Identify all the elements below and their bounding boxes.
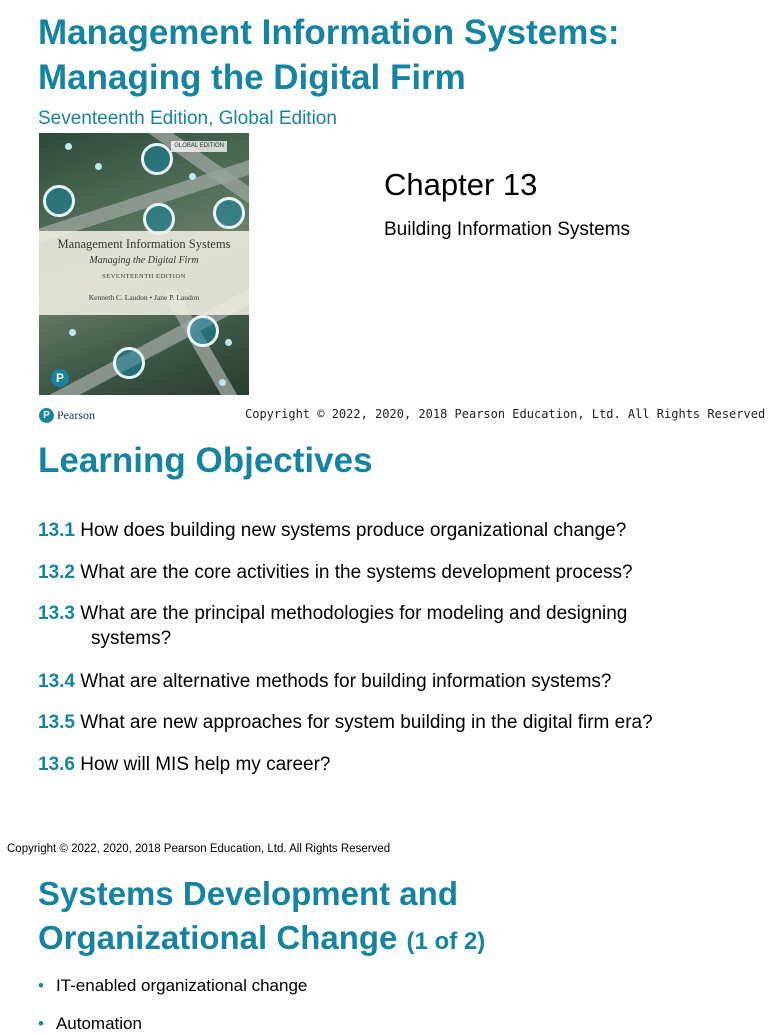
slide1-title (38, 10, 758, 100)
objective-text: How does building new systems produce organizational change? (80, 520, 627, 541)
objective-item (38, 601, 738, 651)
slide2-copyright: Copyright © 2022, 2020, 2018 Pearson Education, Ltd. All Rights Reserved (7, 843, 391, 855)
objective-text-continued: systems? (91, 628, 172, 649)
objective-item (38, 752, 738, 777)
chapter-subtitle: Building Information Systems (384, 219, 631, 240)
cover-authors: Kenneth C. Laudon • Jane P. Laudon (88, 293, 200, 302)
cover-title-band (39, 231, 249, 315)
objective-item (38, 669, 738, 694)
objective-number: 13.5 (38, 712, 75, 733)
slide3-title (38, 872, 758, 964)
cover-pearson-icon: P (51, 369, 69, 387)
slide1-copyright: Copyright © 2022, 2020, 2018 Pearson Education, Ltd. All Rights Reserved (245, 407, 766, 421)
bullet-item (38, 1014, 142, 1034)
objective-number: 13.4 (38, 671, 75, 692)
cover-subtitle: Managing the Digital Firm (89, 255, 199, 266)
chapter-title: Chapter 13 (384, 167, 538, 202)
cover-badge: GLOBAL EDITION (171, 141, 227, 152)
slide3-title-line1: Systems Development and (38, 875, 458, 912)
bullet-icon: • (38, 976, 44, 995)
bullet-icon: • (38, 1014, 44, 1033)
bullet-item (38, 976, 307, 996)
objective-text: How will MIS help my career? (80, 754, 331, 775)
pearson-logo-text: Pearson (57, 407, 95, 422)
slide1-subtitle: Seventeenth Edition, Global Edition (38, 108, 337, 129)
pearson-icon: P (39, 408, 54, 423)
pearson-logo (39, 406, 95, 424)
slide1-title-line2: Managing the Digital Firm (38, 58, 466, 97)
objective-text: What are new approaches for system building in the digital firm era? (80, 712, 653, 733)
objective-number: 13.6 (38, 754, 75, 775)
objective-item (38, 518, 738, 543)
objective-text: What are the core activities in the systems development process? (80, 562, 633, 583)
bullet-text: Automation (55, 1014, 142, 1033)
book-cover-image (39, 133, 249, 395)
cover-edition: SEVENTEENTH EDITION (102, 273, 186, 280)
objective-item (38, 560, 738, 585)
cover-title: Management Information Systems (57, 237, 231, 251)
bullet-text: IT-enabled organizational change (55, 976, 308, 995)
slide2-title: Learning Objectives (38, 441, 373, 480)
slide1-title-line1: Management Information Systems: (38, 13, 620, 52)
objective-text: What are the principal methodologies for modeling and designing (80, 603, 628, 624)
objective-number: 13.2 (38, 562, 75, 583)
slide3-title-line2: Organizational Change (38, 919, 398, 956)
objective-number: 13.3 (38, 603, 75, 624)
slide3-title-part: (1 of 2) (406, 928, 486, 955)
objective-number: 13.1 (38, 520, 75, 541)
objective-text: What are alternative methods for building information systems? (80, 671, 612, 692)
objective-item (38, 710, 738, 735)
